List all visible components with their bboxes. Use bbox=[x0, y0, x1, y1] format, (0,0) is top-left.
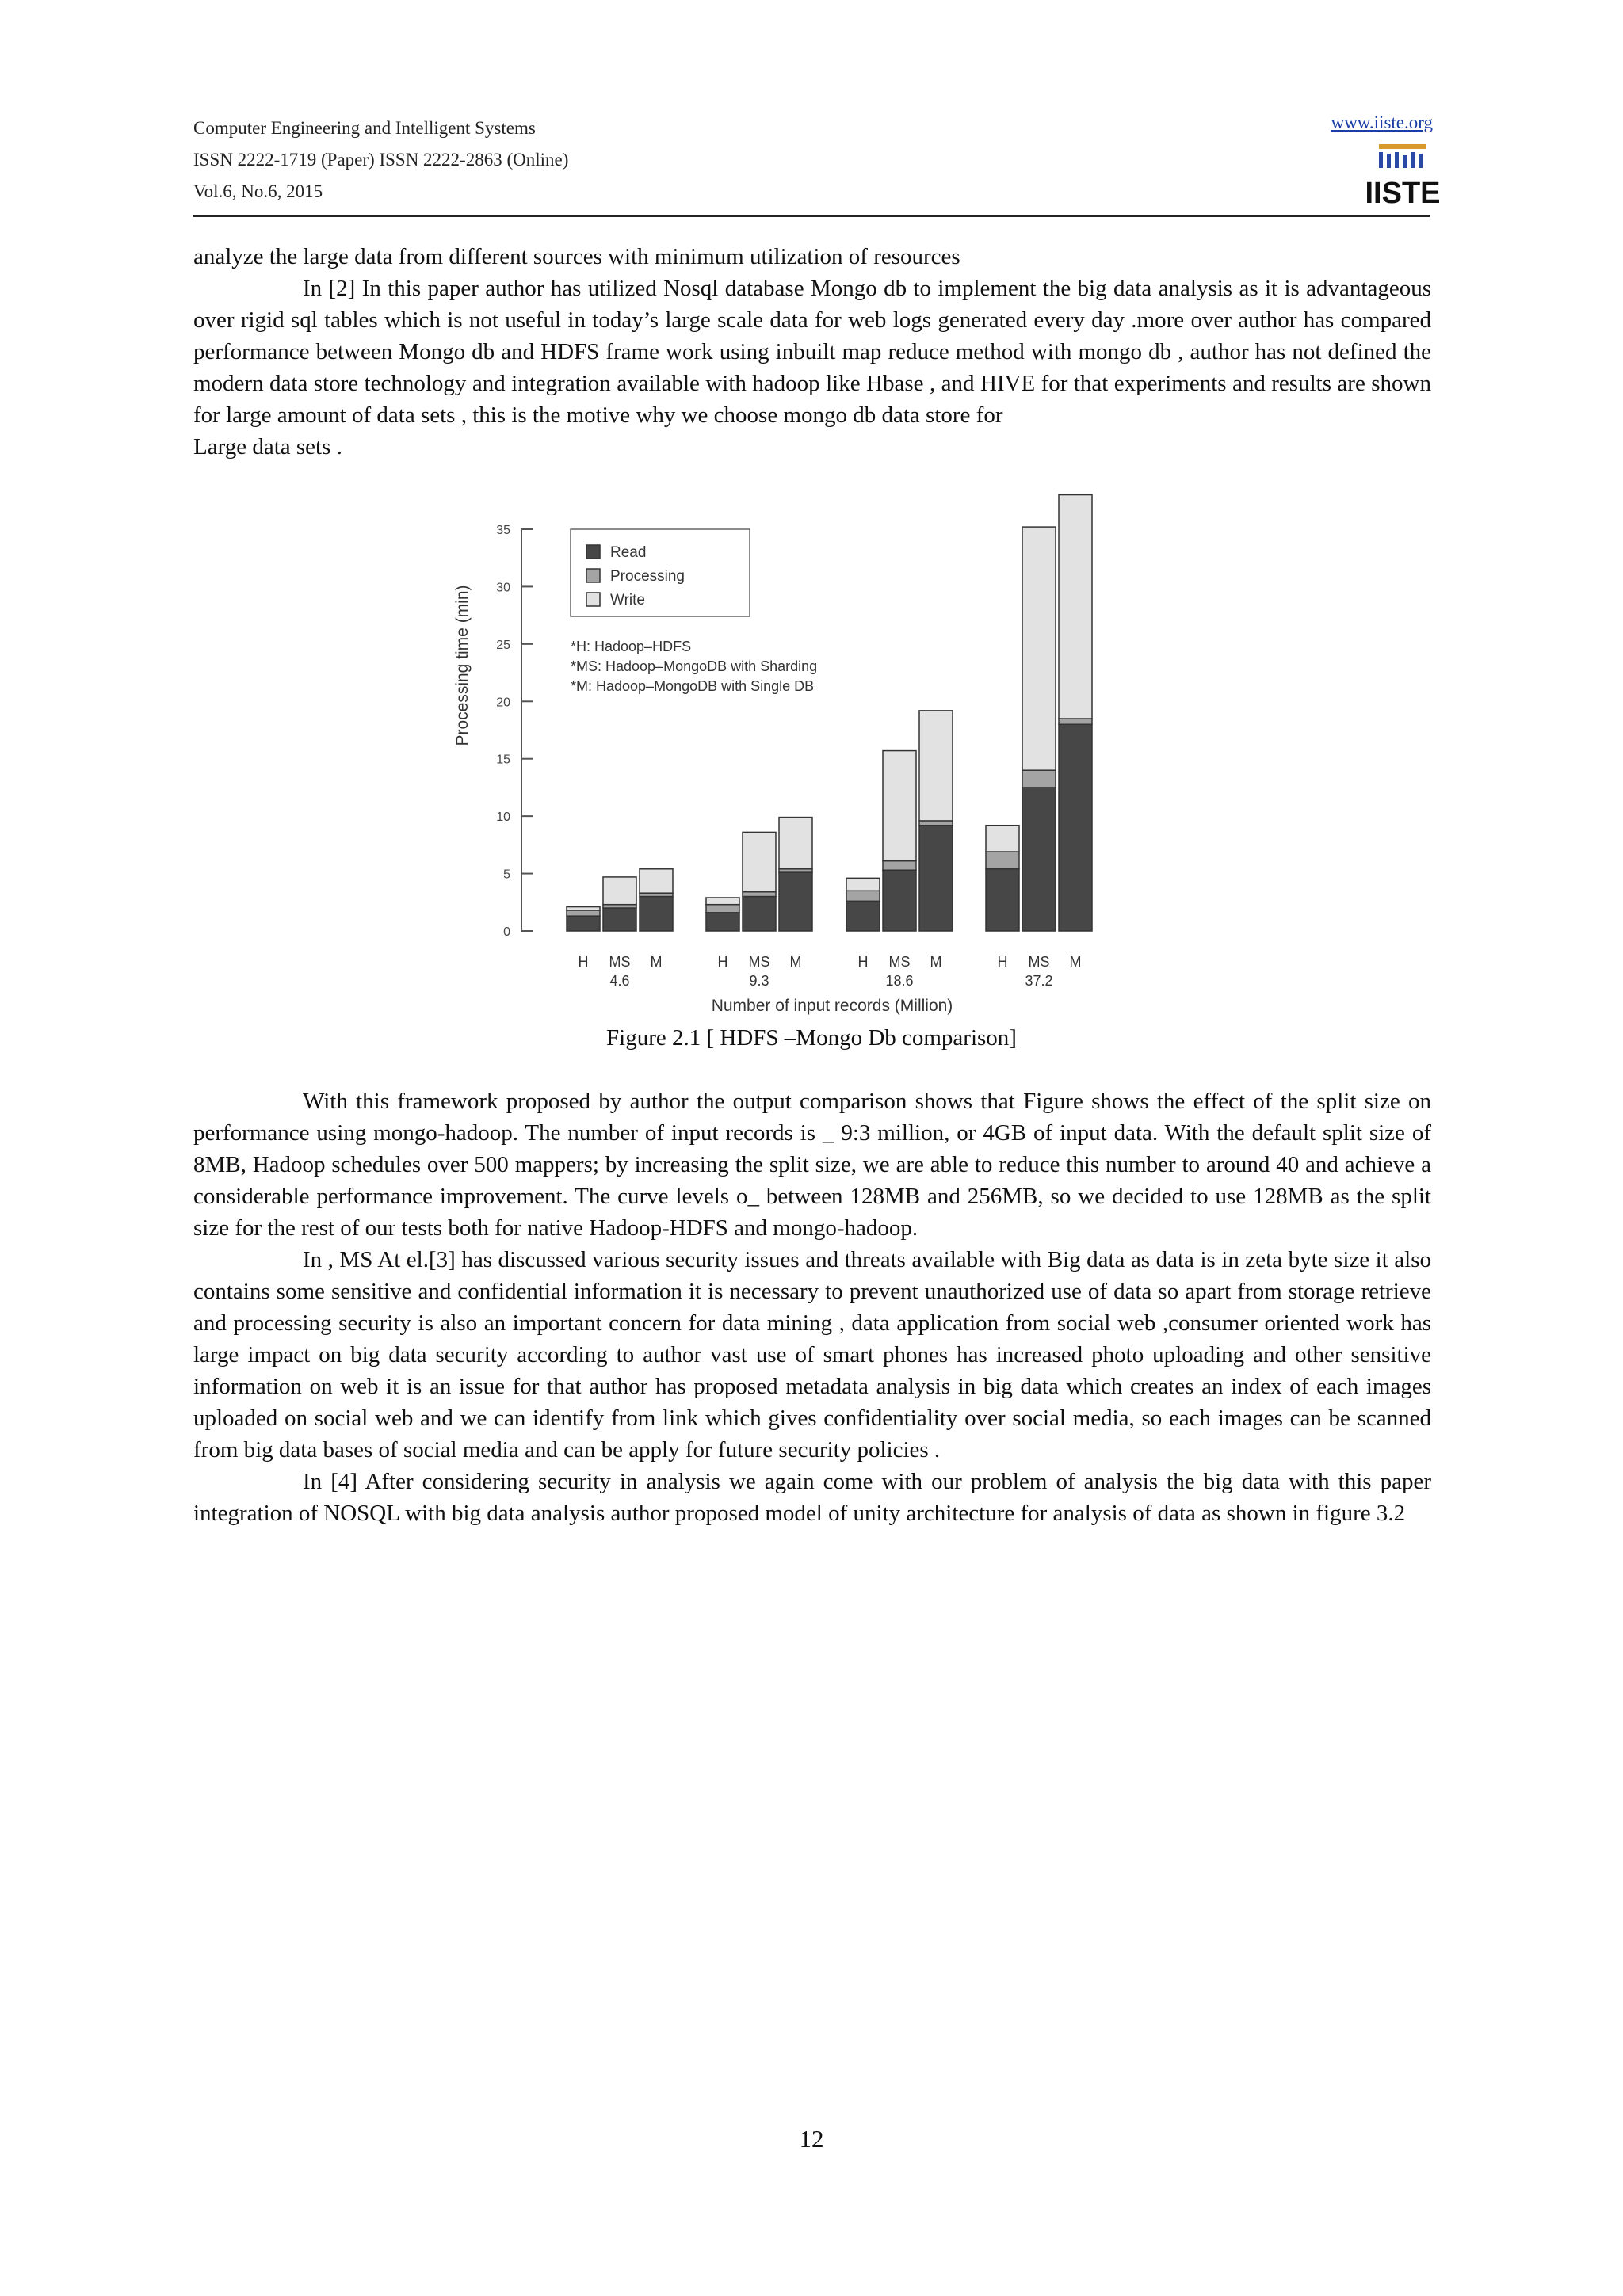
figure-caption: Figure 2.1 [ HDFS –Mongo Db comparison] bbox=[606, 1025, 1017, 1051]
page-number: 12 bbox=[799, 2125, 824, 2153]
y-tick-label: 10 bbox=[496, 810, 510, 825]
y-tick-label: 15 bbox=[496, 753, 510, 767]
y-tick-label: 35 bbox=[496, 524, 510, 537]
bar-write-h-37_2 bbox=[986, 826, 1019, 852]
bar-processing-h-4_6 bbox=[567, 910, 600, 916]
bar-label: M bbox=[789, 954, 802, 970]
bar-read-ms-4_6 bbox=[603, 908, 636, 931]
bar-processing-m-18_6 bbox=[919, 821, 953, 826]
bar-write-h-4_6 bbox=[567, 907, 600, 910]
y-tick-label: 5 bbox=[503, 868, 510, 882]
body-bottom bbox=[193, 1085, 1431, 1529]
bar-write-m-37_2 bbox=[1059, 495, 1092, 719]
comparison-chart bbox=[444, 491, 1109, 1030]
bar-label: H bbox=[997, 954, 1008, 970]
paragraph: Large data sets . bbox=[193, 434, 342, 460]
group-label: 4.6 bbox=[609, 973, 630, 989]
bar-write-ms-4_6 bbox=[603, 877, 636, 905]
journal-volume: Vol.6, No.6, 2015 bbox=[193, 181, 323, 201]
bar-label: MS bbox=[1028, 954, 1050, 970]
bar-write-ms-37_2 bbox=[1022, 527, 1056, 770]
bar-read-ms-18_6 bbox=[883, 870, 916, 931]
group-label: 18.6 bbox=[885, 973, 914, 989]
bar-read-m-37_2 bbox=[1059, 724, 1092, 931]
svg-text:IISTE: IISTE bbox=[1365, 177, 1441, 210]
bar-processing-m-37_2 bbox=[1059, 719, 1092, 724]
chart-note: *M: Hadoop–MongoDB with Single DB bbox=[571, 678, 815, 694]
paragraph: In [4] After considering security in analysis we again come with our problem of analysis the big data with this paper integration of NOSQL with big data analysis author proposed model of unity architecture for analysis of data as shown in figure 3.2 bbox=[193, 1469, 1431, 1526]
bar-label: H bbox=[717, 954, 728, 970]
bar-label: MS bbox=[888, 954, 911, 970]
bar-read-h-18_6 bbox=[846, 901, 880, 931]
bar-write-m-18_6 bbox=[919, 711, 953, 821]
bar-read-h-4_6 bbox=[567, 916, 600, 931]
bar-write-ms-9_3 bbox=[743, 832, 776, 891]
bar-processing-h-18_6 bbox=[846, 891, 880, 901]
bar-label: M bbox=[650, 954, 663, 970]
legend-swatch-processing bbox=[586, 569, 600, 582]
journal-website-link[interactable]: www.iiste.org bbox=[1331, 113, 1433, 132]
iiste-logo bbox=[1365, 144, 1441, 210]
bar-processing-h-37_2 bbox=[986, 852, 1019, 869]
y-tick-label: 0 bbox=[503, 925, 510, 939]
journal-name: Computer Engineering and Intelligent Systems bbox=[193, 118, 536, 138]
bar-label: H bbox=[578, 954, 589, 970]
bar-write-m-4_6 bbox=[640, 869, 673, 893]
y-tick-label: 20 bbox=[496, 696, 510, 710]
paragraph: analyze the large data from different sources with minimum utilization of resources bbox=[193, 244, 960, 269]
bar-write-h-9_3 bbox=[706, 898, 739, 905]
chart-note: *MS: Hadoop–MongoDB with Sharding bbox=[571, 658, 818, 674]
bar-read-m-4_6 bbox=[640, 897, 673, 931]
paragraph: In [2] In this paper author has utilized Nosql database Mongo db to implement the big data analysis as it is advantageous over rigid sql tables which is not useful in today’s large scale data for web logs generated every day .more over author has compared performance between Mongo db and HDFS frame work using inbuilt map reduce method with mongo db , author has not defined the modern data store technology and integration available with hadoop like Hbase , and HIVE for that experiments and results are shown for large amount of data sets , this is the motive why we choose mongo db data store for bbox=[193, 276, 1431, 428]
bar-processing-h-9_3 bbox=[706, 905, 739, 913]
bar-write-m-9_3 bbox=[779, 818, 812, 869]
bar-processing-ms-37_2 bbox=[1022, 770, 1056, 788]
legend-label-read: Read bbox=[610, 544, 647, 561]
body-top bbox=[193, 241, 1431, 463]
bar-read-h-37_2 bbox=[986, 869, 1019, 931]
plot-area bbox=[496, 495, 1092, 989]
bar-label: H bbox=[857, 954, 869, 970]
bar-read-h-9_3 bbox=[706, 913, 739, 931]
bar-read-m-18_6 bbox=[919, 826, 953, 931]
bar-write-h-18_6 bbox=[846, 878, 880, 891]
bar-processing-ms-18_6 bbox=[883, 861, 916, 871]
legend-swatch-write bbox=[586, 593, 600, 606]
legend-label-processing: Processing bbox=[610, 568, 685, 585]
bar-write-ms-18_6 bbox=[883, 751, 916, 861]
chart-note: *H: Hadoop–HDFS bbox=[571, 639, 692, 654]
legend-label-write: Write bbox=[610, 592, 645, 608]
group-label: 9.3 bbox=[749, 973, 769, 989]
y-tick-label: 30 bbox=[496, 581, 510, 595]
bar-processing-ms-9_3 bbox=[743, 892, 776, 897]
bar-read-ms-37_2 bbox=[1022, 788, 1056, 931]
journal-issn: ISSN 2222-1719 (Paper) ISSN 2222-2863 (Online) bbox=[193, 150, 569, 170]
bar-label: M bbox=[930, 954, 942, 970]
bar-label: M bbox=[1069, 954, 1082, 970]
bar-read-m-9_3 bbox=[779, 872, 812, 931]
paragraph: With this framework proposed by author the output comparison shows that Figure shows the effect of the split size on performance using mongo-hadoop. The number of input records is _ 9:3 million, or 4GB of input data. With the default split size of 8MB, Hadoop schedules over 500 mappers; by increasing the split size, we are able to reduce this number to around 40 and achieve a considerable performance improvement. The curve levels o_ between 128MB and 256MB, so we decided to use 128MB as the split size for the rest of our tests both for native Hadoop-HDFS and mongo-hadoop. bbox=[193, 1089, 1431, 1241]
x-axis-label: Number of input records (Million) bbox=[711, 997, 953, 1015]
paragraph: In , MS At el.[3] has discussed various security issues and threats available with Big data as data is in zeta byte size it also contains some sensitive and confidential information it is necessary to prevent unauthorized use of data so apart from storage retrieve and processing security is also an important concern for data mining , data application from social web ,consumer oriented work has large impact on big data security according to author vast use of smart phones has increased photo uploading and other sensitive information on web it is an issue for that author has proposed metadata analysis in big data which creates an index of each images uploaded on social web and we can identify from link which gives confidentiality over social media, so each images can be scanned from big data bases of social media and can be apply for future security policies . bbox=[193, 1247, 1431, 1463]
legend-swatch-read bbox=[586, 545, 600, 559]
y-tick-label: 25 bbox=[496, 638, 510, 652]
bar-read-ms-9_3 bbox=[743, 897, 776, 931]
y-axis-label: Processing time (min) bbox=[453, 585, 472, 746]
header-rule bbox=[193, 215, 1430, 217]
bar-label: MS bbox=[609, 954, 631, 970]
bar-label: MS bbox=[748, 954, 770, 970]
group-label: 37.2 bbox=[1025, 973, 1053, 989]
